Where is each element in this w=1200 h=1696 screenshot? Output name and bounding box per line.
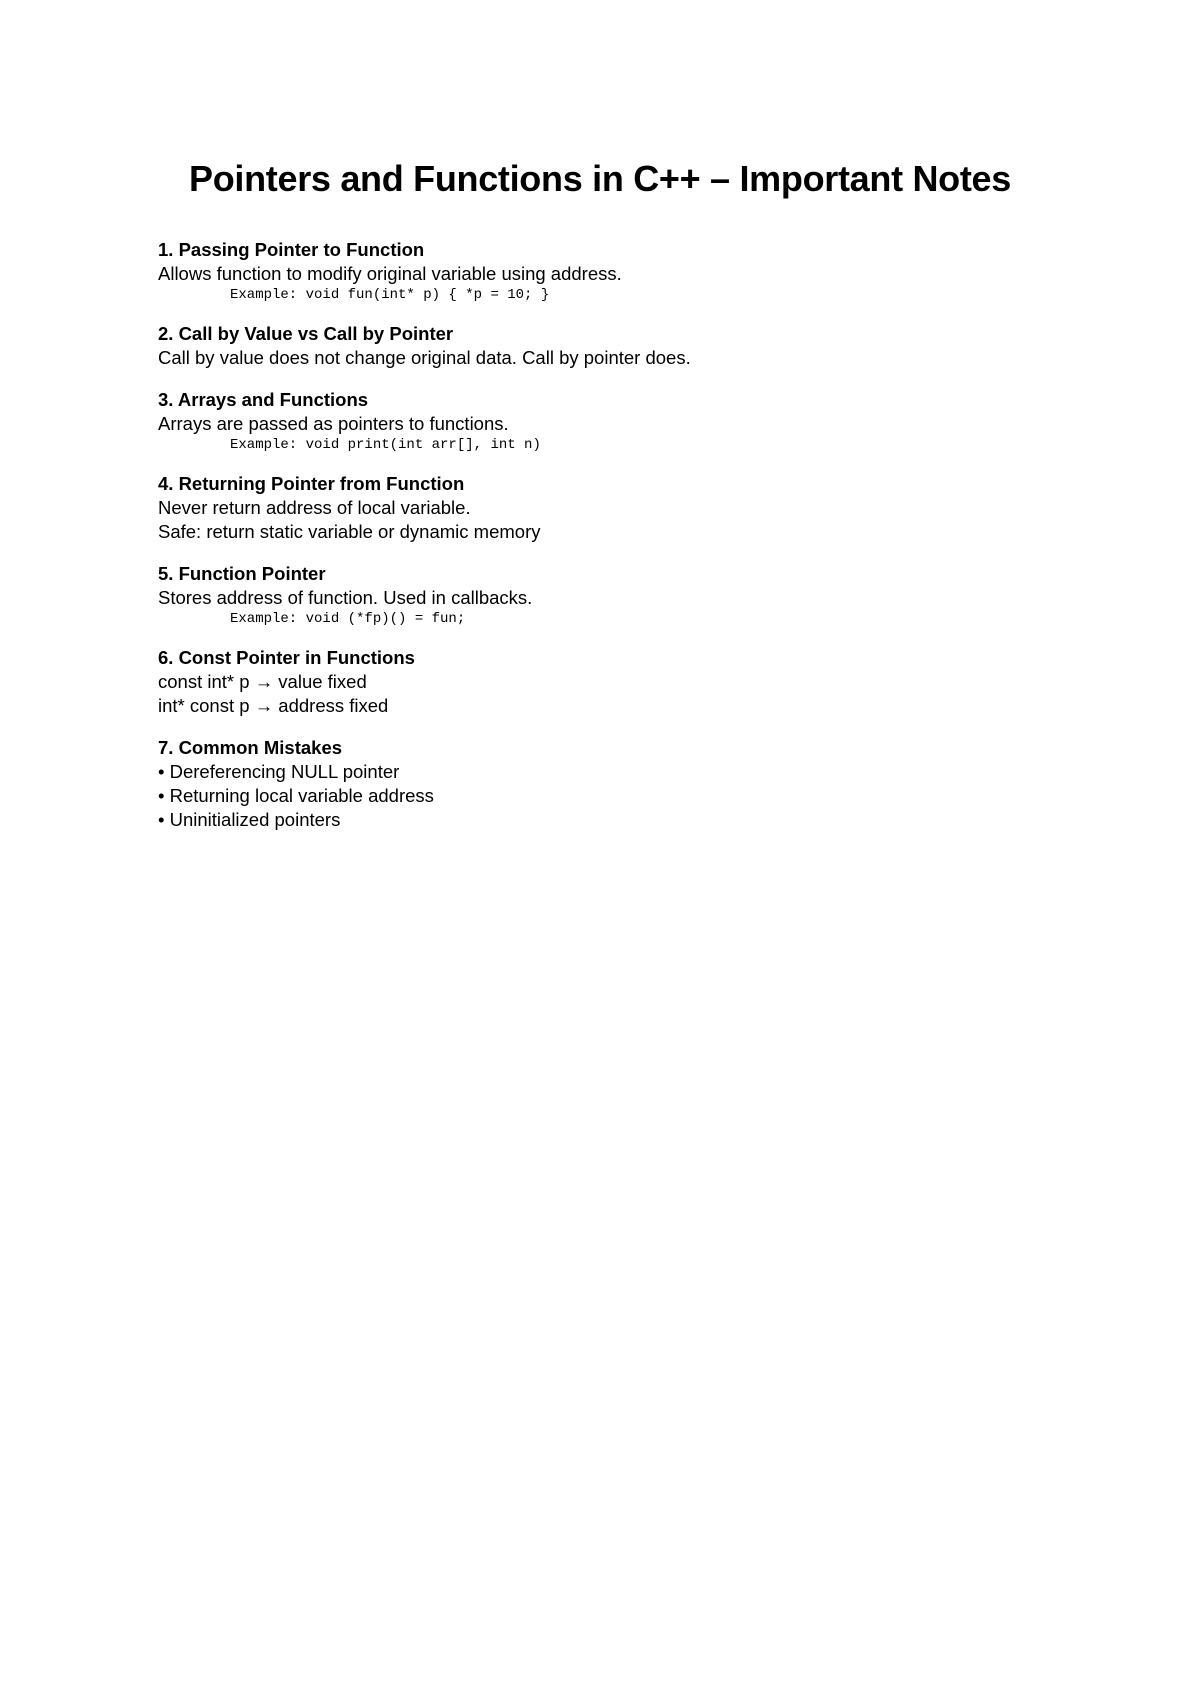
- page-title: Pointers and Functions in C++ – Important Notes: [188, 158, 1011, 199]
- section-returning-pointer: [158, 472, 1058, 544]
- code-example: Example: void (*fp)() = fun;: [230, 611, 466, 627]
- section-heading: 1. Passing Pointer to Function: [158, 239, 425, 260]
- section-heading: 3. Arrays and Functions: [158, 389, 369, 410]
- notes-content: [158, 238, 1058, 850]
- section-text: Stores address of function. Used in callbacks.: [158, 587, 533, 608]
- section-text: Safe: return static variable or dynamic memory: [158, 521, 541, 542]
- section-text: int* const p → address fixed: [158, 695, 389, 716]
- section-function-pointer: [158, 562, 1058, 628]
- section-heading: 5. Function Pointer: [158, 563, 326, 584]
- section-common-mistakes: [158, 736, 1058, 832]
- section-heading: 4. Returning Pointer from Function: [158, 473, 465, 494]
- section-text: const int* p → value fixed: [158, 671, 367, 692]
- section-passing-pointer: [158, 238, 1058, 304]
- section-heading: 7. Common Mistakes: [158, 737, 343, 758]
- section-const-pointer: [158, 646, 1058, 718]
- list-item: • Dereferencing NULL pointer: [158, 761, 400, 782]
- code-example: Example: void print(int arr[], int n): [230, 437, 541, 453]
- section-text: Call by value does not change original data. Call by pointer does.: [158, 347, 691, 368]
- list-item: • Returning local variable address: [158, 785, 434, 806]
- list-item: • Uninitialized pointers: [158, 809, 341, 830]
- section-text: Allows function to modify original variable using address.: [158, 263, 622, 284]
- code-example: Example: void fun(int* p) { *p = 10; }: [230, 287, 550, 303]
- section-arrays-functions: [158, 388, 1058, 454]
- section-text: Never return address of local variable.: [158, 497, 471, 518]
- section-call-by-value: [158, 322, 1058, 370]
- section-heading: 2. Call by Value vs Call by Pointer: [158, 323, 454, 344]
- section-text: Arrays are passed as pointers to functions.: [158, 413, 509, 434]
- section-heading: 6. Const Pointer in Functions: [158, 647, 415, 668]
